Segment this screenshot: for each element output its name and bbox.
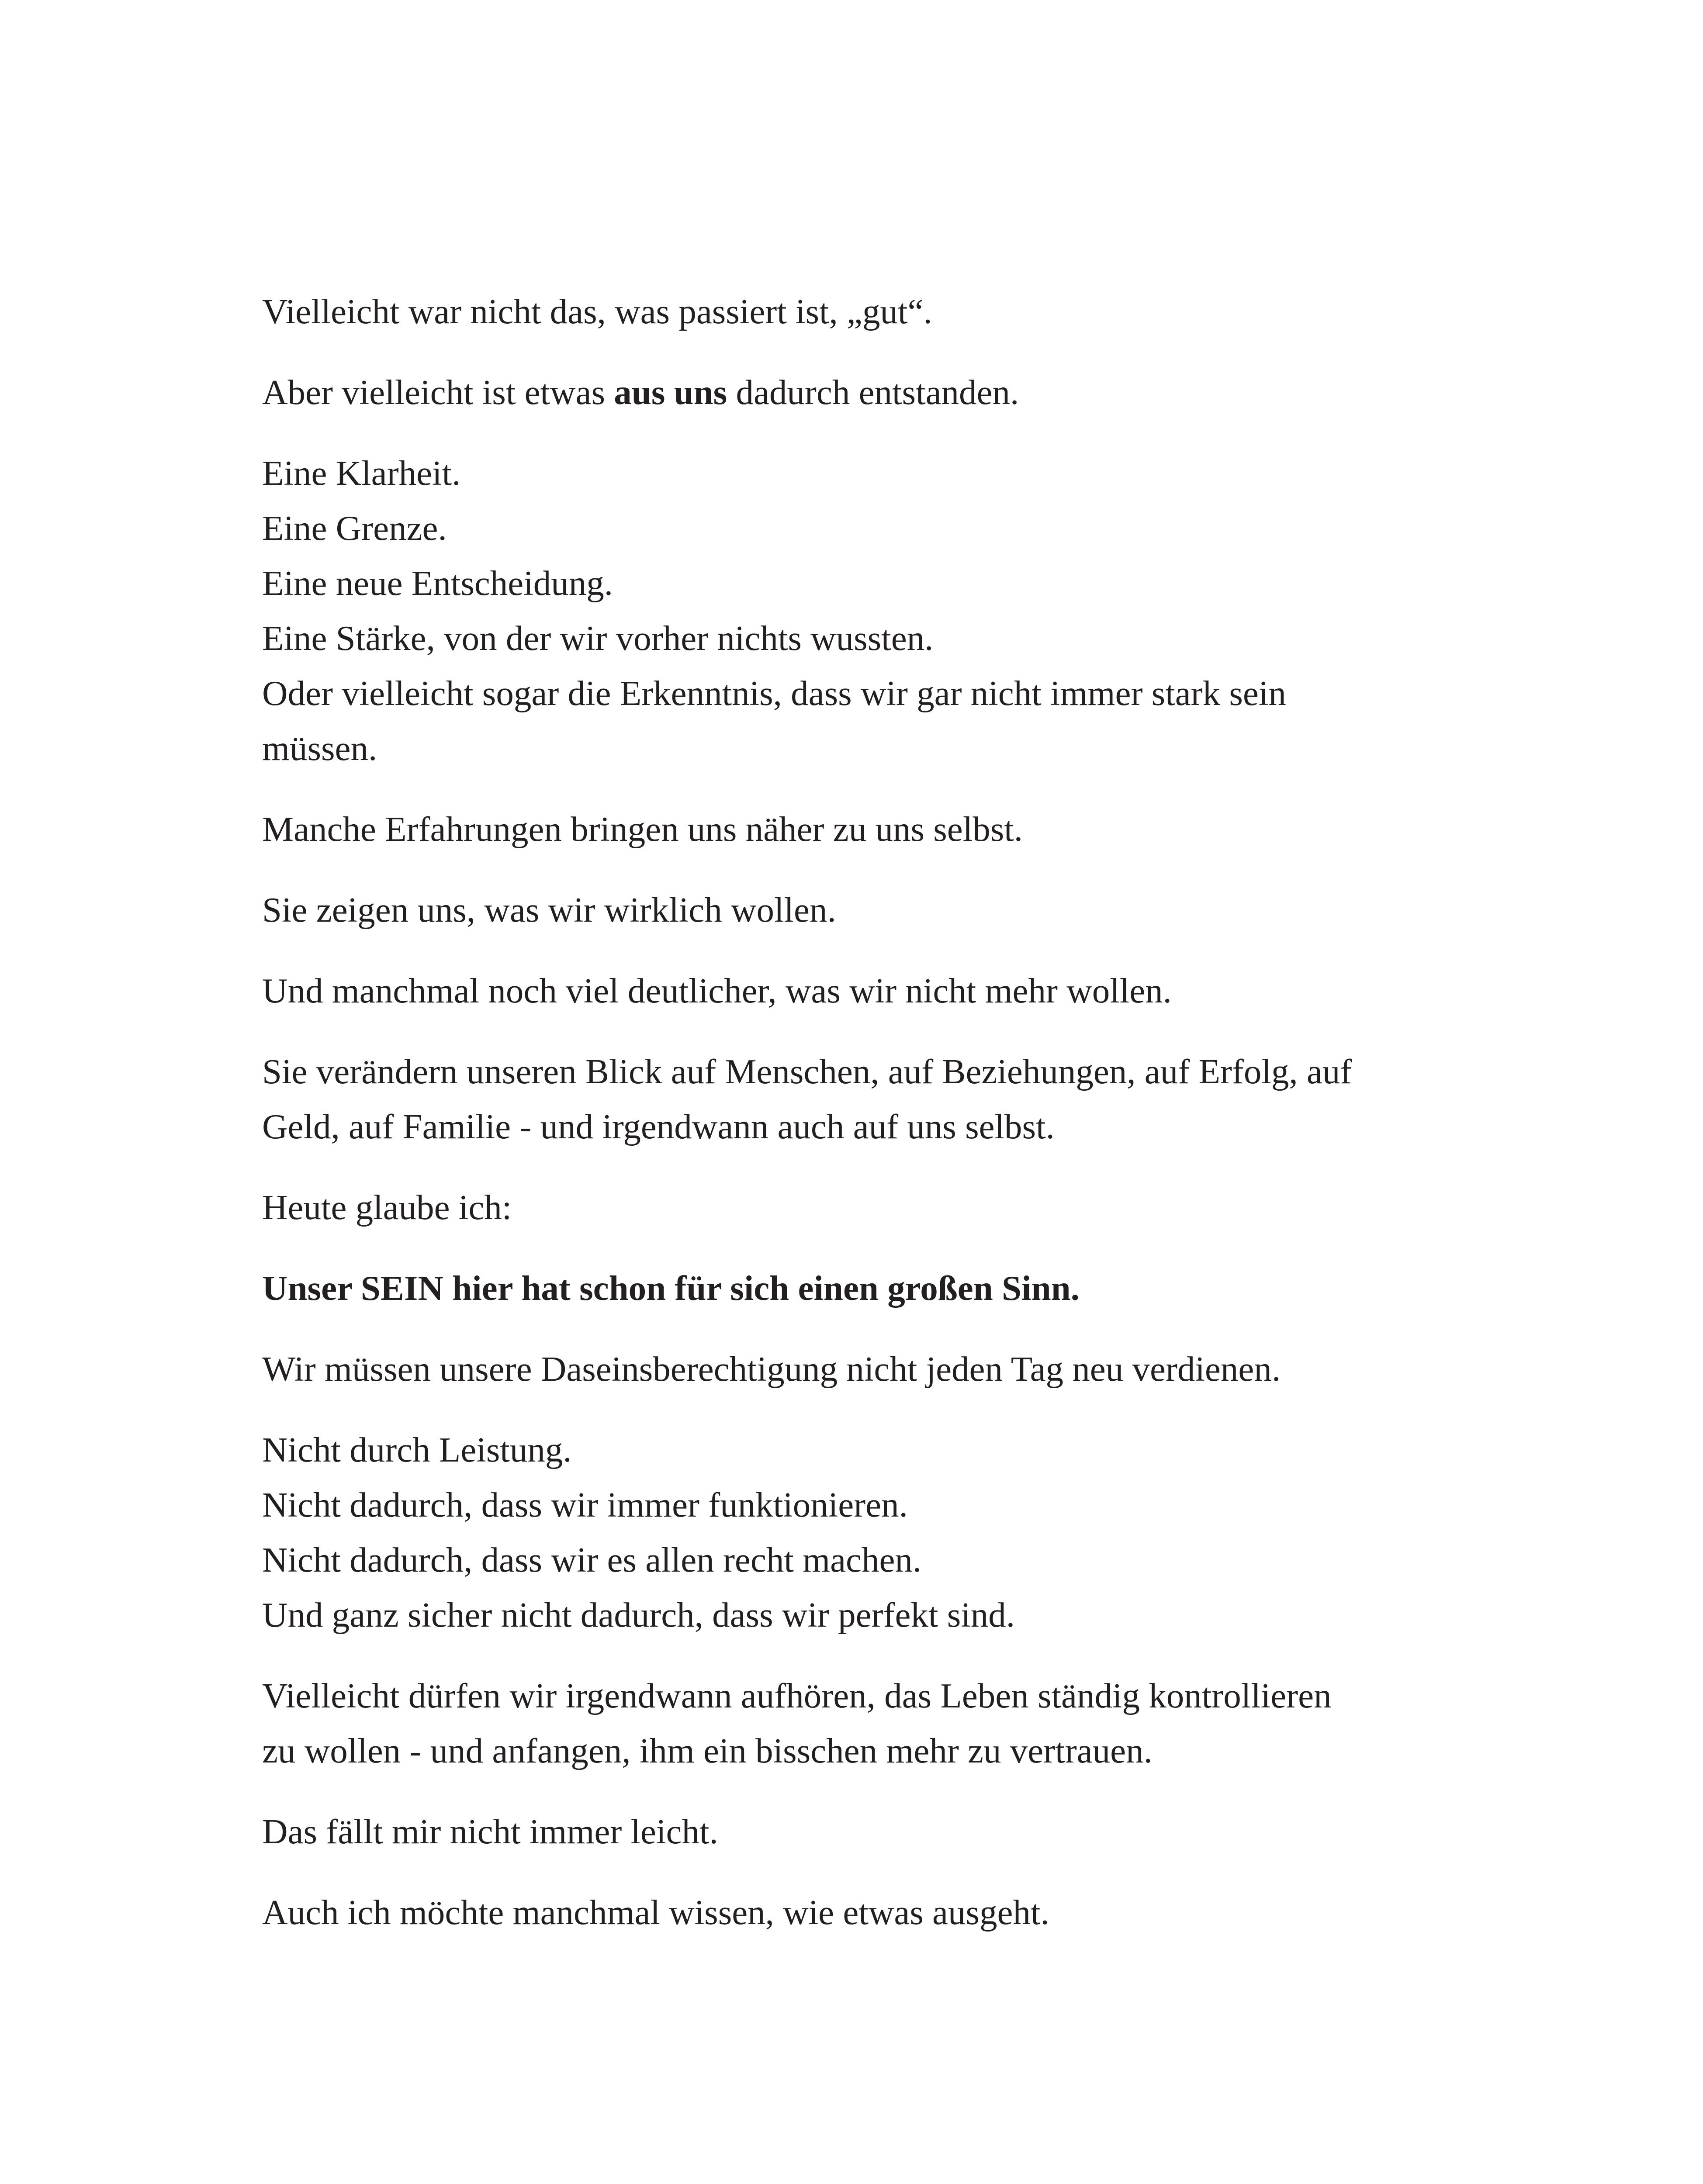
paragraph-heute bbox=[262, 1180, 1442, 1235]
text-line: müssen. bbox=[262, 729, 377, 768]
text-line: Eine neue Entscheidung. bbox=[262, 563, 613, 603]
text-line: Sie zeigen uns, was wir wirklich wollen. bbox=[262, 890, 836, 930]
document-body bbox=[262, 284, 1442, 1966]
text-line: Nicht dadurch, dass wir immer funktionieren. bbox=[262, 1485, 908, 1524]
text-line: Vielleicht dürfen wir irgendwann aufhören, das Leben ständig kontrollieren bbox=[262, 1676, 1332, 1715]
text-line: Unser SEIN hier hat schon für sich einen großen Sinn. bbox=[262, 1268, 1080, 1308]
paragraph-list-eine bbox=[262, 446, 1442, 776]
text-line: Nicht dadurch, dass wir es allen recht machen. bbox=[262, 1540, 922, 1579]
paragraph-blick bbox=[262, 1044, 1442, 1154]
paragraph-list-nicht bbox=[262, 1422, 1442, 1642]
paragraph-leicht bbox=[262, 1804, 1442, 1859]
text-run: dadurch entstanden. bbox=[727, 373, 1019, 412]
paragraph-erfahrungen bbox=[262, 802, 1442, 857]
text-line: Geld, auf Familie - und irgendwann auch auf uns selbst. bbox=[262, 1107, 1055, 1146]
paragraph-ausgeht bbox=[262, 1885, 1442, 1940]
paragraph-vertrauen bbox=[262, 1668, 1442, 1778]
text-line: Nicht durch Leistung. bbox=[262, 1430, 572, 1469]
text-line: Oder vielleicht sogar die Erkenntnis, dass wir gar nicht immer stark sein bbox=[262, 674, 1286, 713]
text-line: Das fällt mir nicht immer leicht. bbox=[262, 1812, 718, 1851]
text-line: Und ganz sicher nicht dadurch, dass wir perfekt sind. bbox=[262, 1595, 1015, 1635]
text-line: Eine Stärke, von der wir vorher nichts wussten. bbox=[262, 619, 934, 658]
text-run: Aber vielleicht ist etwas bbox=[262, 373, 614, 412]
text-line: Eine Grenze. bbox=[262, 508, 447, 548]
paragraph-zeigen bbox=[262, 882, 1442, 937]
paragraph-aus-uns bbox=[262, 365, 1442, 420]
bold-emphasis: aus uns bbox=[614, 373, 727, 412]
paragraph-gut bbox=[262, 284, 1442, 339]
paragraph-daseinsberechtigung bbox=[262, 1341, 1442, 1396]
text-line: Heute glaube ich: bbox=[262, 1188, 512, 1227]
paragraph-sein-bold bbox=[262, 1261, 1442, 1316]
text-line: Manche Erfahrungen bringen uns näher zu uns selbst. bbox=[262, 809, 1023, 849]
text-line: Vielleicht war nicht das, was passiert ist, „gut“. bbox=[262, 292, 932, 331]
text-line bbox=[262, 365, 1442, 420]
text-line: zu wollen - und anfangen, ihm ein bisschen mehr zu vertrauen. bbox=[262, 1731, 1153, 1770]
text-line: Sie verändern unseren Blick auf Menschen, auf Beziehungen, auf Erfolg, auf bbox=[262, 1052, 1352, 1091]
text-line: Wir müssen unsere Daseinsberechtigung nicht jeden Tag neu verdienen. bbox=[262, 1349, 1281, 1389]
paragraph-deutlicher bbox=[262, 963, 1442, 1018]
text-line: Eine Klarheit. bbox=[262, 453, 461, 493]
text-line: Und manchmal noch viel deutlicher, was wir nicht mehr wollen. bbox=[262, 971, 1172, 1010]
text-line: Auch ich möchte manchmal wissen, wie etwas ausgeht. bbox=[262, 1893, 1049, 1932]
